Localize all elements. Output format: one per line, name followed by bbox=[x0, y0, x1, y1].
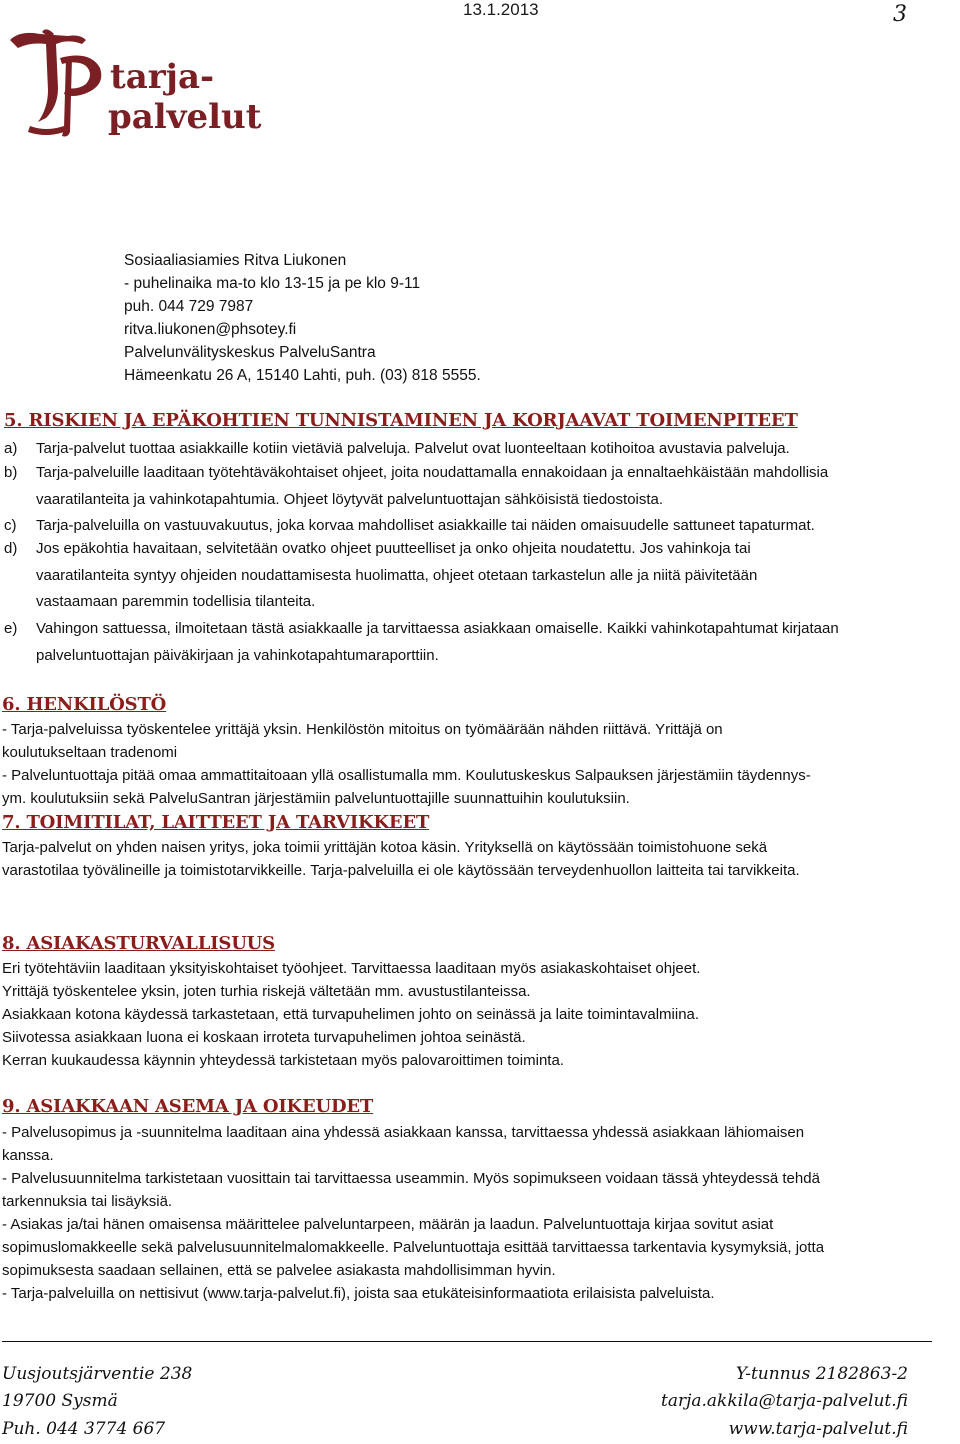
section-7-number: 7. bbox=[2, 812, 21, 833]
footer-address-city: 19700 Sysmä bbox=[2, 1391, 118, 1411]
paragraph-line: Eri työtehtäviin laaditaan yksityiskohtaiset työohjeet. Tarvittaessa laaditaan myös asiakaskohtaiset ohjeet. bbox=[2, 960, 701, 977]
footer-website: www.tarja-palvelut.fi bbox=[728, 1419, 908, 1439]
paragraph-line: - Tarja-palveluilla on nettisivut (www.tarja-palvelut.fi), joista saa etukäteisinformaatiota erilaisista palveluista. bbox=[2, 1285, 715, 1302]
item-text: Tarja-palveluilla on vastuuvakuutus, joka korvaa mahdolliset asiakkaille tai näiden omaisuudelle sattuneet tapaturmat. bbox=[36, 517, 815, 534]
item-text: Jos epäkohtia havaitaan, selvitetään ovatko ohjeet puutteelliset ja onko ohjeita noudatettu. Jos vahinkoja tai bbox=[36, 540, 751, 557]
logo-text-line2: palvelut bbox=[108, 97, 262, 137]
section-9-number: 9. bbox=[2, 1096, 21, 1117]
footer-business-id: Y-tunnus 2182863-2 bbox=[735, 1364, 908, 1384]
item-text: Vahingon sattuessa, ilmoitetaan tästä asiakkaalle ja tarvittaessa asiakkaan omaiselle. Kaikki vahinkotapahtumat kirjataan bbox=[36, 620, 839, 637]
item-text: vaaratilanteita ja vahinkotapahtumia. Ohjeet löytyvät palveluntuottajan sähköisistä tiedostoista. bbox=[36, 490, 664, 508]
contact-line: puh. 044 729 7987 bbox=[124, 298, 254, 315]
section-9-heading bbox=[2, 1096, 373, 1117]
paragraph-line: koulutukseltaan tradenomi bbox=[2, 744, 178, 761]
footer-phone: Puh. 044 3774 667 bbox=[2, 1419, 166, 1439]
contact-line: Palvelunvälityskeskus PalveluSantra bbox=[124, 344, 376, 361]
company-logo bbox=[6, 28, 262, 145]
paragraph-line: kanssa. bbox=[2, 1147, 54, 1164]
section-6-number: 6. bbox=[2, 694, 21, 715]
footer-address-street: Uusjoutsjärventie 238 bbox=[2, 1364, 193, 1384]
page-number: 3 bbox=[893, 2, 907, 27]
section-5-title: RISKIEN JA EPÄKOHTIEN TUNNISTAMINEN JA KORJAAVAT TOIMENPITEET bbox=[28, 410, 798, 431]
section-5-number: 5. bbox=[4, 410, 23, 431]
section-6-body bbox=[2, 718, 954, 810]
contact-line: Hämeenkatu 26 A, 15140 Lahti, puh. (03) 818 5555. bbox=[124, 367, 481, 384]
item-label: e) bbox=[4, 620, 18, 637]
section-9-body bbox=[2, 1121, 954, 1305]
footer-divider bbox=[2, 1341, 932, 1342]
item-text: Tarja-palveluille laaditaan työtehtäväkohtaiset ohjeet, joita noudattamalla ennakoidaan ja ennaltaehkäistään mahdollisia bbox=[36, 464, 829, 481]
section-7-title: TOIMITILAT, LAITTEET JA TARVIKKEET bbox=[26, 812, 430, 833]
paragraph-line: tarkennuksia tai lisäyksiä. bbox=[2, 1193, 173, 1210]
section-8-title: ASIAKASTURVALLISUUS bbox=[26, 933, 275, 954]
logo-text-line1: tarja- bbox=[110, 57, 215, 97]
paragraph-line: sopimuslomakkeelle sekä palvelusuunnitelmalomakkeelle. Palveluntuottaja esittää tarvittaessa tarkentavia kysymyksiä, jotta bbox=[2, 1239, 825, 1256]
section-8-number: 8. bbox=[2, 933, 21, 954]
contact-line: ritva.liukonen@phsotey.fi bbox=[124, 321, 297, 338]
paragraph-line: varastotilaa työvälineille ja toimistotarvikkeille. Tarja-palveluilla ei ole käytössään terveydenhuollon laitteita tai tarvikkeita. bbox=[2, 862, 800, 879]
list-item bbox=[4, 616, 959, 669]
paragraph-line: Siivotessa asiakkaan luona ei koskaan irroteta turvapuhelimen johtoa seinästä. bbox=[2, 1029, 526, 1046]
section-7-body bbox=[2, 836, 954, 882]
tp-monogram-logo bbox=[6, 28, 262, 140]
paragraph-line: sopimuksesta saadaan sellainen, että se palvelee asiakasta mahdollisimman hyvin. bbox=[2, 1262, 556, 1279]
list-item bbox=[4, 536, 959, 616]
paragraph-line: - Tarja-palveluissa työskentelee yrittäjä yksin. Henkilöstön mitoitus on työmäärään nähden riittävä. Yrittäjä on bbox=[2, 721, 723, 738]
section-8-heading bbox=[2, 933, 275, 954]
list-item bbox=[4, 436, 959, 463]
item-text: vastaamaan paremmin todellisia tilanteita. bbox=[36, 593, 316, 610]
section-7-heading bbox=[2, 812, 429, 833]
section-9-title: ASIAKKAAN ASEMA JA OIKEUDET bbox=[26, 1096, 374, 1117]
list-item bbox=[4, 460, 959, 513]
paragraph-line: Yrittäjä työskentelee yksin, joten turhia riskejä vältetään mm. avustustilanteissa. bbox=[2, 983, 531, 1000]
paragraph-line: ym. koulutuksiin sekä PalveluSantran järjestämiin palveluntuottajille suunnattuihin koulutuksiin. bbox=[2, 790, 630, 807]
item-label: a) bbox=[4, 440, 18, 457]
item-text: palveluntuottajan päiväkirjaan ja vahinkotapahtumaraporttiin. bbox=[36, 646, 439, 664]
footer-email: tarja.akkila@tarja-palvelut.fi bbox=[661, 1391, 908, 1411]
document-date: 13.1.2013 bbox=[463, 0, 539, 19]
contact-line: Sosiaaliasiamies Ritva Liukonen bbox=[124, 252, 347, 269]
item-label: c) bbox=[4, 517, 17, 534]
paragraph-line: - Palvelusopimus ja -suunnitelma laaditaan aina yhdessä asiakkaan kanssa, tarvittaessa yhdessä asiakkaan lähiomaisen bbox=[2, 1124, 805, 1141]
paragraph-line: Kerran kuukaudessa käynnin yhteydessä tarkistetaan myös palovaroittimen toiminta. bbox=[2, 1052, 564, 1069]
item-text: Tarja-palvelut tuottaa asiakkaille kotiin vietäviä palveluja. Palvelut ovat luonteeltaan kotihoitoa avustavia palveluja. bbox=[36, 440, 790, 457]
section-6-heading bbox=[2, 694, 166, 715]
item-text: vaaratilanteita syntyy ohjeiden noudattamisesta huolimatta, ohjeet otetaan tarkastelun alle ja niitä päivitetään bbox=[36, 566, 758, 584]
paragraph-line: Asiakkaan kotona käydessä tarkastetaan, että turvapuhelimen johto on seinässä ja laite toimintavalmiina. bbox=[2, 1006, 700, 1023]
paragraph-line: Tarja-palvelut on yhden naisen yritys, joka toimii yrittäjän kotoa käsin. Yrityksellä on käytössään toimistohuone sekä bbox=[2, 839, 768, 856]
section-8-body bbox=[2, 957, 954, 1072]
ombudsman-contact bbox=[124, 249, 481, 387]
contact-line: - puhelinaika ma-to klo 13-15 ja pe klo 9-11 bbox=[124, 275, 421, 292]
paragraph-line: - Palveluntuottaja pitää omaa ammattitaitoaan yllä osallistumalla mm. Koulutuskeskus Salpauksen järjestämiin täydennys- bbox=[2, 767, 811, 784]
paragraph-line: - Asiakas ja/tai hänen omaisensa määrittelee palveluntarpeen, määrän ja laadun. Palveluntuottaja kirjaa sovitut asiat bbox=[2, 1216, 774, 1233]
item-label: b) bbox=[4, 464, 18, 481]
paragraph-line: - Palvelusuunnitelma tarkistetaan vuosittain tai tarvittaessa useammin. Myös sopimukseen voidaan tässä yhteydessä tehdä bbox=[2, 1170, 820, 1187]
item-label: d) bbox=[4, 540, 18, 557]
section-5-heading bbox=[4, 410, 798, 431]
section-6-title: HENKILÖSTÖ bbox=[26, 694, 167, 715]
